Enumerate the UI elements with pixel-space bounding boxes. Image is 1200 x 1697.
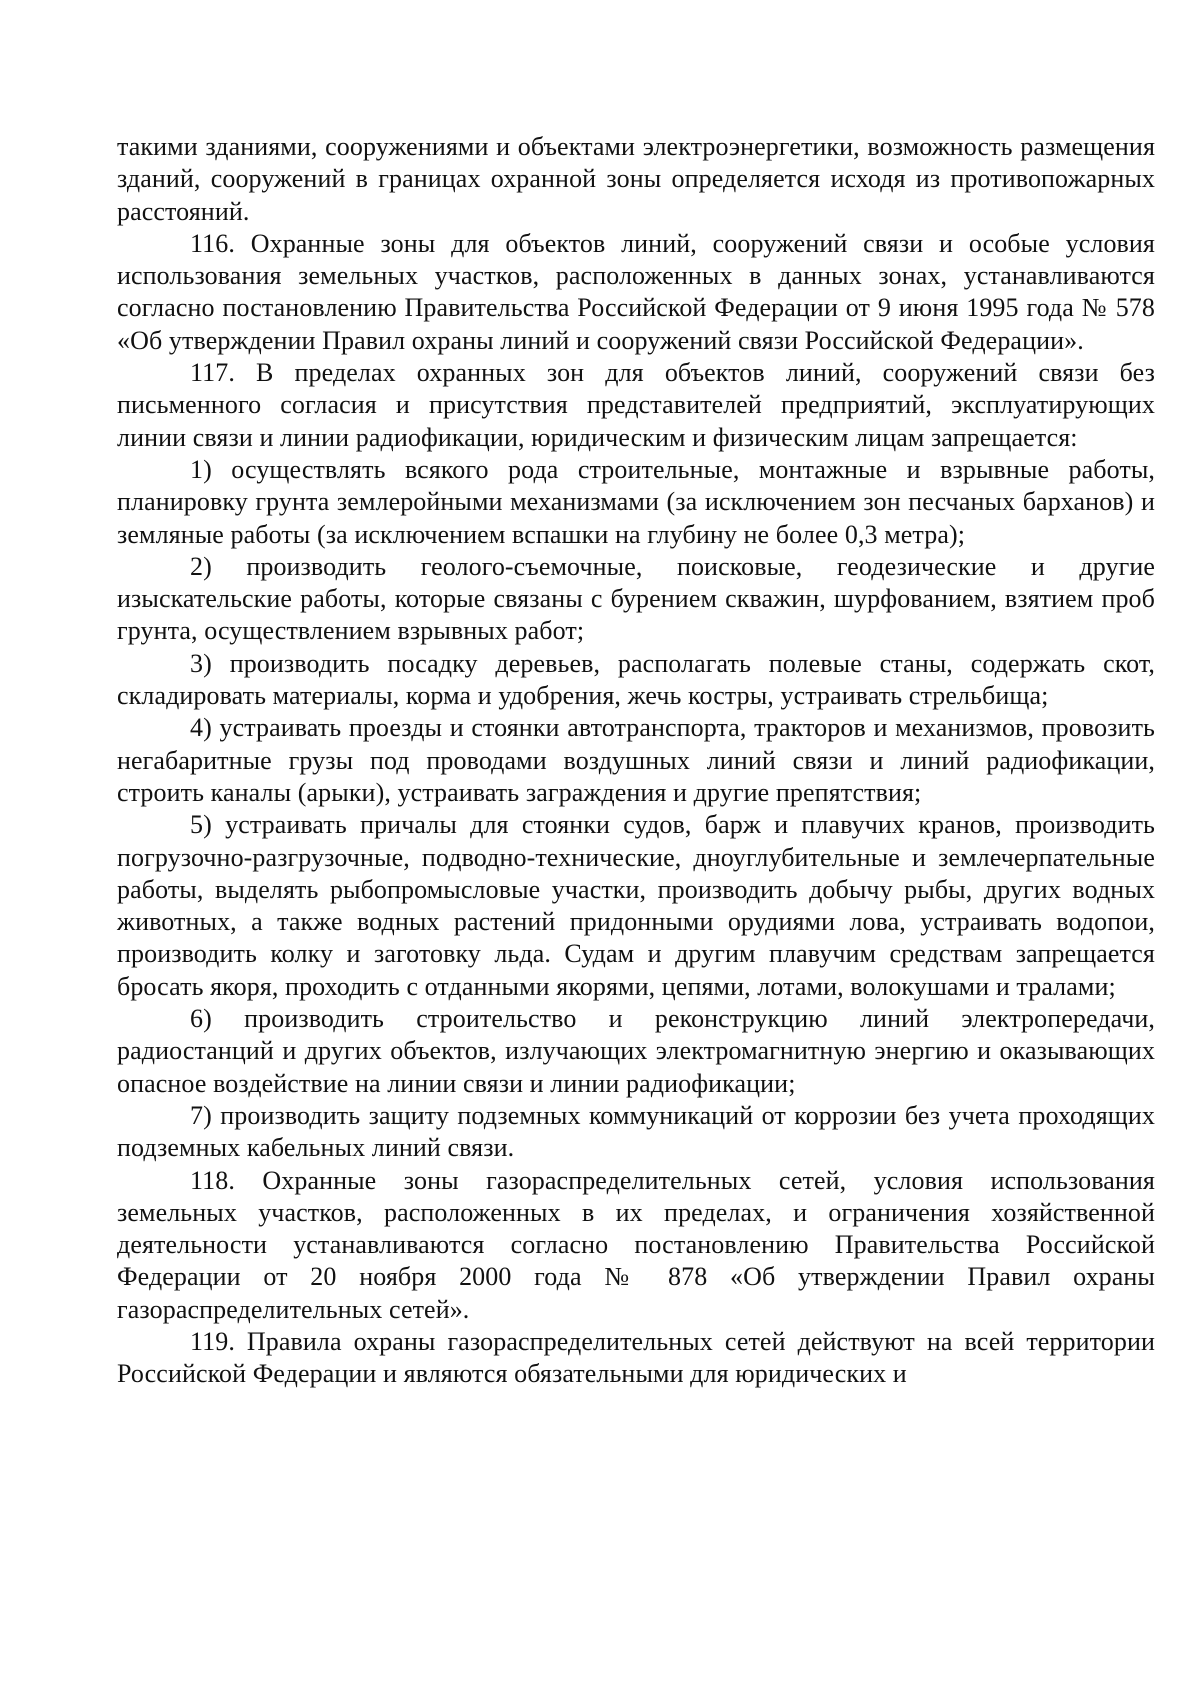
document-body [117, 131, 1155, 1391]
list-item-5: 5) устраивать причалы для стоянки судов, барж и плавучих кранов, производить погрузочно-разгрузочные, подводно-технические, дноуглубительные и землечерпательные работы, выделять рыбопромысловые участки, производить добычу рыбы, других водных животных, а также водных растений придонными орудиями лова, устраивать водопои, производить колку и заготовку льда. Судам и другим плавучим средствам запрещается бросать якоря, проходить с отданными якорями, цепями, лотами, волокушами и тралами; [117, 810, 1155, 1001]
list-item-1: 1) осуществлять всякого рода строительные, монтажные и взрывные работы, планировку грунта землеройными механизмами (за исключением зон песчаных барханов) и земляные работы (за исключением вспашки на глубину не более 0,3 метра); [117, 454, 1155, 549]
list-item-7: 7) производить защиту подземных коммуникаций от коррозии без учета проходящих подземных кабельных линий связи. [117, 1100, 1155, 1163]
paragraph-118: 118. Охранные зоны газораспределительных сетей, условия использования земельных участков, расположенных в их пределах, и ограничения хозяйственной деятельности устанавливаются согласно постановлению Правительства Российской Федерации от 20 ноября 2000 года № 878 «Об утверждении Правил охраны газораспределительных сетей». [117, 1165, 1155, 1324]
list-item-4: 4) устраивать проезды и стоянки автотранспорта, тракторов и механизмов, провозить негабаритные грузы под проводами воздушных линий связи и линий радиофикации, строить каналы (арыки), устраивать заграждения и другие препятствия; [117, 713, 1155, 807]
list-item-6: 6) производить строительство и реконструкцию линий электропередачи, радиостанций и других объектов, излучающих электромагнитную энергию и оказывающих опасное воздействие на линии связи и линии радиофикации; [117, 1004, 1155, 1098]
paragraph-117: 117. В пределах охранных зон для объектов линий, сооружений связи без письменного согласия и присутствия представителей предприятий, эксплуатирующих линии связи и линии радиофикации, юридическим и физическим лицам запрещается: [117, 358, 1155, 452]
paragraph-116: 116. Охранные зоны для объектов линий, сооружений связи и особые условия использования земельных участков, расположенных в данных зонах, устанавливаются согласно постановлению Правительства Российской Федерации от 9 июня 1995 года № 578 «Об утверждении Правил охраны линий и сооружений связи Российской Федерации». [117, 228, 1155, 355]
list-item-2: 2) производить геолого-съемочные, поисковые, геодезические и другие изыскательские работы, которые связаны с бурением скважин, шурфованием, взятием проб грунта, осуществлением взрывных работ; [117, 551, 1155, 646]
paragraph-119: 119. Правила охраны газораспределительных сетей действуют на всей территории Российской Федерации и являются обязательными для юридических и [117, 1326, 1155, 1389]
list-item-3: 3) производить посадку деревьев, располагать полевые станы, содержать скот, складировать материалы, корма и удобрения, жечь костры, устраивать стрельбища; [117, 648, 1155, 711]
paragraph-continuation: такими зданиями, сооружениями и объектами электроэнергетики, возможность размещения зданий, сооружений в границах охранной зоны определяется исходя из противопожарных расстояний. [117, 132, 1155, 226]
